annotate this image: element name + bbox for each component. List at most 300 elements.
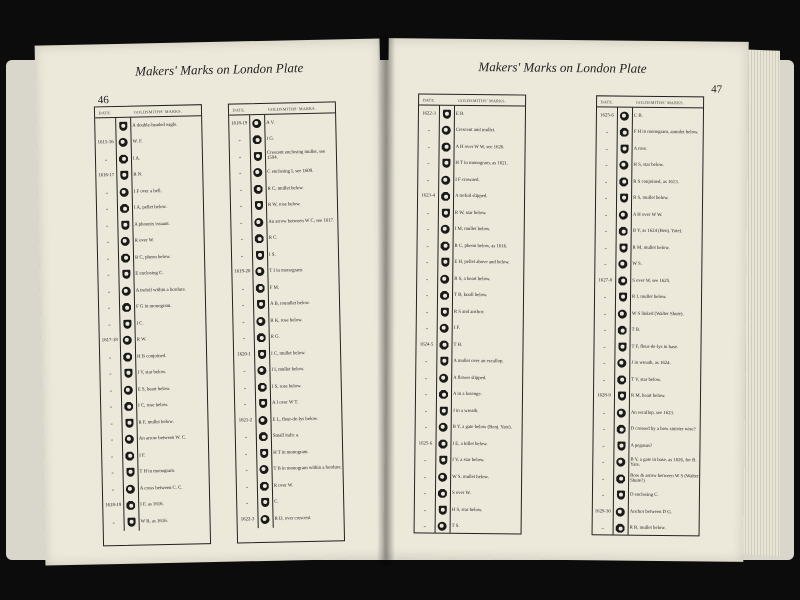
row-date: 1624-5 (419, 342, 434, 348)
makers-mark-icon (442, 142, 451, 151)
row-date: „ (106, 222, 109, 228)
row-description: T I in monogram. (269, 268, 304, 275)
table-row (418, 188, 524, 206)
table-row (593, 503, 699, 521)
table-row (415, 468, 521, 486)
row-date: 1625-6 (418, 441, 433, 447)
row-description: Crescent enclosing mullet, see 1594. (266, 149, 326, 162)
row-date: „ (605, 179, 608, 185)
table-row (417, 303, 523, 321)
row-date: „ (604, 261, 607, 267)
makers-mark-icon (121, 237, 130, 246)
row-date: „ (244, 434, 247, 440)
makers-mark-icon (439, 373, 448, 382)
header-date: DATE. (232, 106, 246, 113)
row-description: R W, star below. (454, 210, 487, 216)
mark-cell (252, 251, 267, 260)
table-row (418, 204, 524, 222)
table-row (416, 419, 522, 437)
mark-cell (615, 326, 630, 335)
makers-mark-icon (618, 342, 626, 351)
mark-cell (116, 138, 131, 147)
row-date: „ (425, 325, 428, 331)
table-row (419, 122, 525, 140)
row-date: „ (424, 457, 427, 463)
row-description: R over W. (134, 238, 155, 244)
row-date: „ (240, 236, 243, 242)
row-date: 1615-16 (97, 140, 114, 146)
makers-mark-icon (617, 392, 625, 401)
row-date: „ (424, 474, 427, 480)
mark-cell (435, 439, 450, 448)
makers-mark-icon (120, 187, 129, 196)
mark-cell (614, 408, 629, 417)
table-row (417, 270, 523, 288)
row-date: 1627-8 (598, 278, 613, 284)
row-description: T B in monogram within a bordure. (273, 465, 342, 473)
row-date: „ (602, 459, 605, 465)
row-description: W R, as 1616. (140, 518, 168, 525)
row-description: H S, star below. (451, 507, 483, 513)
makers-mark-icon (123, 336, 132, 345)
row-date: 1616-17 (98, 173, 115, 179)
row-description: R C, mullet below. (267, 185, 304, 192)
table-row (416, 386, 522, 404)
makers-mark-icon (260, 482, 269, 491)
makers-mark-icon (259, 465, 268, 474)
row-description: T B, knoll below. (454, 293, 488, 299)
row-description: R B, mullet below. (629, 525, 666, 532)
row-date: „ (427, 177, 430, 183)
row-date: „ (426, 210, 429, 216)
table-row (594, 404, 700, 422)
row-date: „ (603, 311, 606, 317)
makers-mark-icon (125, 435, 134, 444)
row-date: „ (107, 288, 110, 294)
mark-cell (614, 359, 629, 368)
makers-mark-icon (438, 522, 447, 531)
makers-mark-icon (254, 201, 262, 210)
row-date: „ (111, 486, 115, 492)
row-description: F G in monogram. (136, 304, 172, 310)
row-date: 1618-19 (231, 120, 248, 127)
makers-mark-icon (125, 418, 133, 427)
row-description: R G. (270, 334, 280, 341)
row-date: „ (602, 443, 605, 449)
row-date: „ (239, 187, 242, 193)
makers-mark-icon (438, 439, 447, 448)
row-date: „ (111, 453, 114, 459)
row-description: R S and anchor. (453, 309, 485, 315)
row-date: „ (424, 391, 428, 397)
makers-mark-icon (259, 399, 267, 408)
makers-mark-icon (253, 152, 261, 161)
table-row (419, 105, 525, 123)
header-marks: GOLDSMITHS' MARKS. (635, 99, 685, 105)
mark-cell (615, 260, 630, 269)
right-column-1 (414, 93, 527, 534)
makers-mark-icon (617, 441, 625, 450)
mark-cell (617, 144, 632, 153)
makers-mark-icon (439, 423, 448, 432)
mark-cell (122, 435, 137, 444)
mark-cell (438, 192, 453, 201)
row-description: T F, fleur-de-lys in base. (631, 344, 679, 350)
makers-mark-icon (254, 185, 263, 194)
row-description: R K, rose below. (270, 317, 303, 324)
mark-cell (439, 126, 454, 135)
row-date: „ (603, 360, 606, 366)
row-date: 1622-3 (240, 516, 255, 523)
row-description: F M. (269, 285, 280, 291)
row-date: „ (104, 156, 108, 162)
row-date: „ (604, 195, 608, 201)
table-row (593, 520, 699, 537)
row-description: T S. (451, 524, 460, 530)
makers-mark-icon (255, 234, 264, 243)
table-row (415, 501, 521, 519)
mark-cell (119, 286, 134, 295)
row-description: I S. (268, 252, 276, 258)
table-row (595, 256, 701, 274)
makers-mark-icon (256, 317, 265, 326)
row-description: C enclosing I, see 1609. (267, 169, 314, 176)
row-description: R F, mullet below. (138, 419, 174, 426)
row-date: „ (105, 206, 109, 212)
table-row (593, 454, 699, 472)
row-date: 1622-3 (422, 111, 436, 117)
row-date: „ (425, 292, 429, 298)
makers-mark-icon (255, 267, 264, 276)
row-date: 1629-30 (594, 509, 611, 515)
row-description: R N. (133, 172, 143, 178)
row-description: R S, a heart below. (454, 276, 491, 282)
makers-mark-icon (121, 220, 129, 229)
table-row (593, 470, 699, 488)
row-description: T H in monogram. (139, 469, 176, 475)
mark-cell (436, 390, 451, 399)
table-row (597, 124, 703, 142)
row-description: C B. (633, 113, 643, 119)
row-date: „ (603, 344, 606, 350)
mark-cell (435, 522, 450, 531)
mark-cell (119, 319, 134, 328)
mark-cell (254, 366, 269, 375)
mark-cell (250, 152, 265, 161)
row-date: „ (604, 212, 607, 218)
makers-mark-icon (616, 524, 625, 533)
row-description: I G. (266, 136, 275, 143)
right-page-number: 47 (711, 83, 723, 96)
mark-cell (613, 524, 628, 533)
table-row (103, 512, 209, 531)
table-row (418, 155, 524, 173)
mark-cell (250, 168, 265, 177)
makers-mark-icon (124, 369, 132, 378)
book-gutter (377, 36, 395, 566)
row-date: 1625-6 (600, 113, 614, 119)
row-description: S over W. (451, 491, 471, 497)
row-date: „ (603, 294, 607, 300)
table-row (237, 509, 343, 528)
makers-mark-icon (257, 366, 266, 375)
mark-cell (616, 161, 631, 170)
makers-mark-icon (616, 507, 625, 516)
mark-cell (115, 121, 130, 130)
row-date: „ (427, 127, 430, 133)
table-row (595, 289, 701, 307)
row-description: Small italic a. (272, 433, 300, 440)
makers-mark-icon (119, 122, 127, 131)
mark-cell (251, 185, 266, 194)
makers-mark-icon (440, 307, 448, 316)
mark-cell (437, 258, 452, 267)
makers-mark-icon (256, 300, 264, 309)
row-description: Crescent and mullet. (455, 128, 496, 134)
row-description: W S. (632, 261, 642, 268)
row-date: „ (602, 476, 605, 482)
makers-mark-icon (126, 468, 134, 477)
mark-cell (254, 333, 269, 342)
row-date: „ (108, 321, 111, 327)
row-description: E L, fleur-de-lys below. (272, 416, 319, 423)
mark-cell (257, 482, 272, 491)
mark-cell (436, 406, 451, 415)
mark-cell (614, 392, 629, 401)
makers-mark-icon (617, 359, 626, 368)
mark-cell (117, 220, 132, 229)
row-description: E enclosing C. (135, 271, 164, 277)
row-date: „ (425, 309, 428, 315)
right-page (383, 38, 748, 562)
row-date: „ (245, 467, 248, 473)
mark-cell (616, 177, 631, 186)
mark-cell (435, 505, 450, 514)
row-description: B Y, a gate in base, as 1626, for B. Yate. (630, 457, 697, 468)
mark-cell (250, 135, 265, 144)
mark-cell (616, 210, 631, 219)
row-description: A V. (266, 120, 275, 126)
header-marks: GOLDSMITHS' MARKS. (133, 108, 183, 115)
row-date: „ (107, 272, 110, 278)
makers-mark-icon (260, 449, 268, 458)
makers-mark-icon (619, 227, 628, 236)
row-date: „ (603, 377, 606, 383)
row-date: „ (604, 228, 607, 234)
mark-cell (122, 468, 137, 477)
mark-cell (616, 194, 631, 203)
makers-mark-icon (439, 390, 448, 399)
mark-cell (613, 474, 628, 483)
row-date: „ (239, 203, 243, 209)
table-row (597, 107, 703, 125)
row-date: „ (425, 375, 428, 381)
row-description: Bow & arrow between W S (Walter Shute?) (630, 473, 699, 485)
makers-mark-icon (256, 284, 265, 293)
table-row (415, 435, 521, 453)
row-description: A cross between C. C. (139, 485, 183, 492)
mark-cell (614, 375, 629, 384)
row-description: H B conjoined. (137, 353, 167, 360)
mark-cell (120, 352, 135, 361)
makers-mark-icon (260, 515, 269, 524)
row-description: A trefoil within a bordure. (135, 287, 187, 294)
row-description: D enclosing C. (629, 492, 659, 499)
table-row (596, 206, 702, 224)
row-description: An arrow between W. C. (138, 435, 187, 442)
makers-mark-icon (442, 109, 450, 118)
makers-mark-icon (616, 474, 625, 483)
makers-mark-icon (123, 352, 132, 361)
mark-cell (436, 423, 451, 432)
makers-mark-icon (259, 432, 268, 441)
row-description: I V, star below. (137, 370, 167, 376)
table-row (416, 353, 522, 371)
table-row (415, 518, 521, 535)
row-date: „ (605, 146, 608, 152)
row-date: „ (241, 302, 245, 308)
makers-mark-icon (122, 286, 131, 295)
mark-cell (437, 324, 452, 333)
mark-cell (438, 208, 453, 217)
table-row (594, 371, 700, 389)
mark-cell (118, 270, 133, 279)
mark-cell (249, 119, 264, 128)
rows (229, 113, 344, 528)
row-date: „ (107, 305, 111, 311)
makers-mark-icon (126, 501, 135, 510)
row-date: „ (111, 470, 114, 476)
table-row (415, 452, 521, 470)
left-page-number: 46 (97, 94, 109, 107)
mark-cell (614, 342, 629, 351)
mark-cell (617, 128, 632, 137)
makers-mark-icon (617, 375, 626, 384)
table-row (597, 140, 703, 158)
mark-cell (613, 441, 628, 450)
mark-cell (257, 515, 272, 524)
mark-cell (435, 489, 450, 498)
row-date: „ (110, 404, 113, 410)
left-running-head: Makers' Marks on London Plate (134, 60, 304, 79)
mark-cell (255, 399, 270, 408)
mark-cell (615, 293, 630, 302)
row-date: 1628-9 (597, 393, 611, 399)
mark-cell (118, 253, 133, 262)
row-date: „ (426, 243, 429, 249)
row-description: D crossed by a bow sinister wise? (630, 426, 696, 433)
makers-mark-icon (258, 416, 267, 425)
row-date: „ (246, 500, 249, 506)
row-date: „ (238, 154, 242, 160)
row-date: „ (245, 484, 248, 490)
mark-cell (121, 418, 136, 427)
table-row (595, 272, 701, 290)
makers-mark-icon (258, 350, 266, 359)
makers-mark-icon (618, 326, 627, 335)
row-description: T B. (631, 327, 641, 334)
row-date: „ (605, 162, 608, 168)
left-page (35, 38, 391, 565)
mark-cell (256, 432, 271, 441)
row-date: „ (241, 286, 244, 292)
row-date: „ (423, 490, 427, 496)
mark-cell (116, 154, 131, 163)
table-row (594, 355, 700, 373)
makers-mark-icon (441, 241, 450, 250)
table-row (417, 320, 523, 338)
table-row (416, 369, 522, 387)
row-description: I C. (136, 321, 144, 327)
row-description: I C, mullet below. (271, 350, 306, 357)
row-date: „ (601, 492, 605, 498)
mark-cell (255, 416, 270, 425)
row-description: E H, pellet above and below. (454, 260, 510, 266)
row-date: 1623-4 (421, 193, 435, 199)
row-description: An escallop, see 1623. (630, 410, 675, 416)
right-column-2 (592, 95, 705, 536)
row-date: „ (427, 160, 430, 166)
row-date: „ (105, 189, 108, 195)
mark-cell (123, 517, 138, 526)
mark-cell (119, 303, 134, 312)
makers-mark-icon (124, 402, 133, 411)
mark-cell (438, 175, 453, 184)
row-description: F H in monogram, annulet below. (633, 129, 699, 136)
mark-cell (123, 501, 138, 510)
row-description: R D, over crescent. (274, 515, 312, 522)
row-description: W S, mullet below. (452, 474, 489, 480)
makers-mark-icon (438, 489, 447, 498)
row-description: T V, star below. (631, 377, 662, 383)
mark-cell (613, 491, 628, 500)
makers-mark-icon (618, 260, 627, 269)
makers-mark-icon (119, 154, 128, 163)
makers-mark-icon (620, 128, 629, 137)
row-date: „ (605, 129, 608, 135)
table-row (415, 485, 521, 503)
makers-mark-icon (618, 309, 627, 318)
makers-mark-icon (261, 498, 269, 507)
makers-mark-icon (122, 270, 130, 279)
row-description: A pegasus? (630, 443, 653, 449)
mark-cell (616, 227, 631, 236)
row-date: „ (604, 245, 607, 251)
makers-mark-icon (440, 291, 449, 300)
mark-cell (117, 187, 132, 196)
row-description: A I over W T. (272, 400, 299, 407)
row-description: A rose. (633, 146, 648, 152)
row-description: W. F. (132, 139, 143, 145)
makers-mark-icon (618, 276, 627, 285)
table-row (419, 138, 525, 156)
rows (593, 107, 703, 536)
row-description: R over W. (273, 483, 294, 489)
table-row (596, 173, 702, 191)
table-row (594, 421, 700, 439)
row-description: An arrow between W C, see 1617. (268, 218, 335, 225)
mark-cell (438, 225, 453, 234)
makers-mark-icon (258, 383, 267, 392)
header-marks: GOLDSMITHS' MARKS. (267, 105, 317, 112)
row-description: A mullet over an escallop. (453, 359, 504, 365)
row-date: „ (603, 327, 606, 333)
row-description: A H over W W, see 1626. (455, 144, 505, 151)
mark-cell (438, 241, 453, 250)
row-description: I F over a bell. (133, 188, 162, 195)
makers-mark-icon (616, 458, 625, 467)
makers-mark-icon (620, 144, 628, 153)
